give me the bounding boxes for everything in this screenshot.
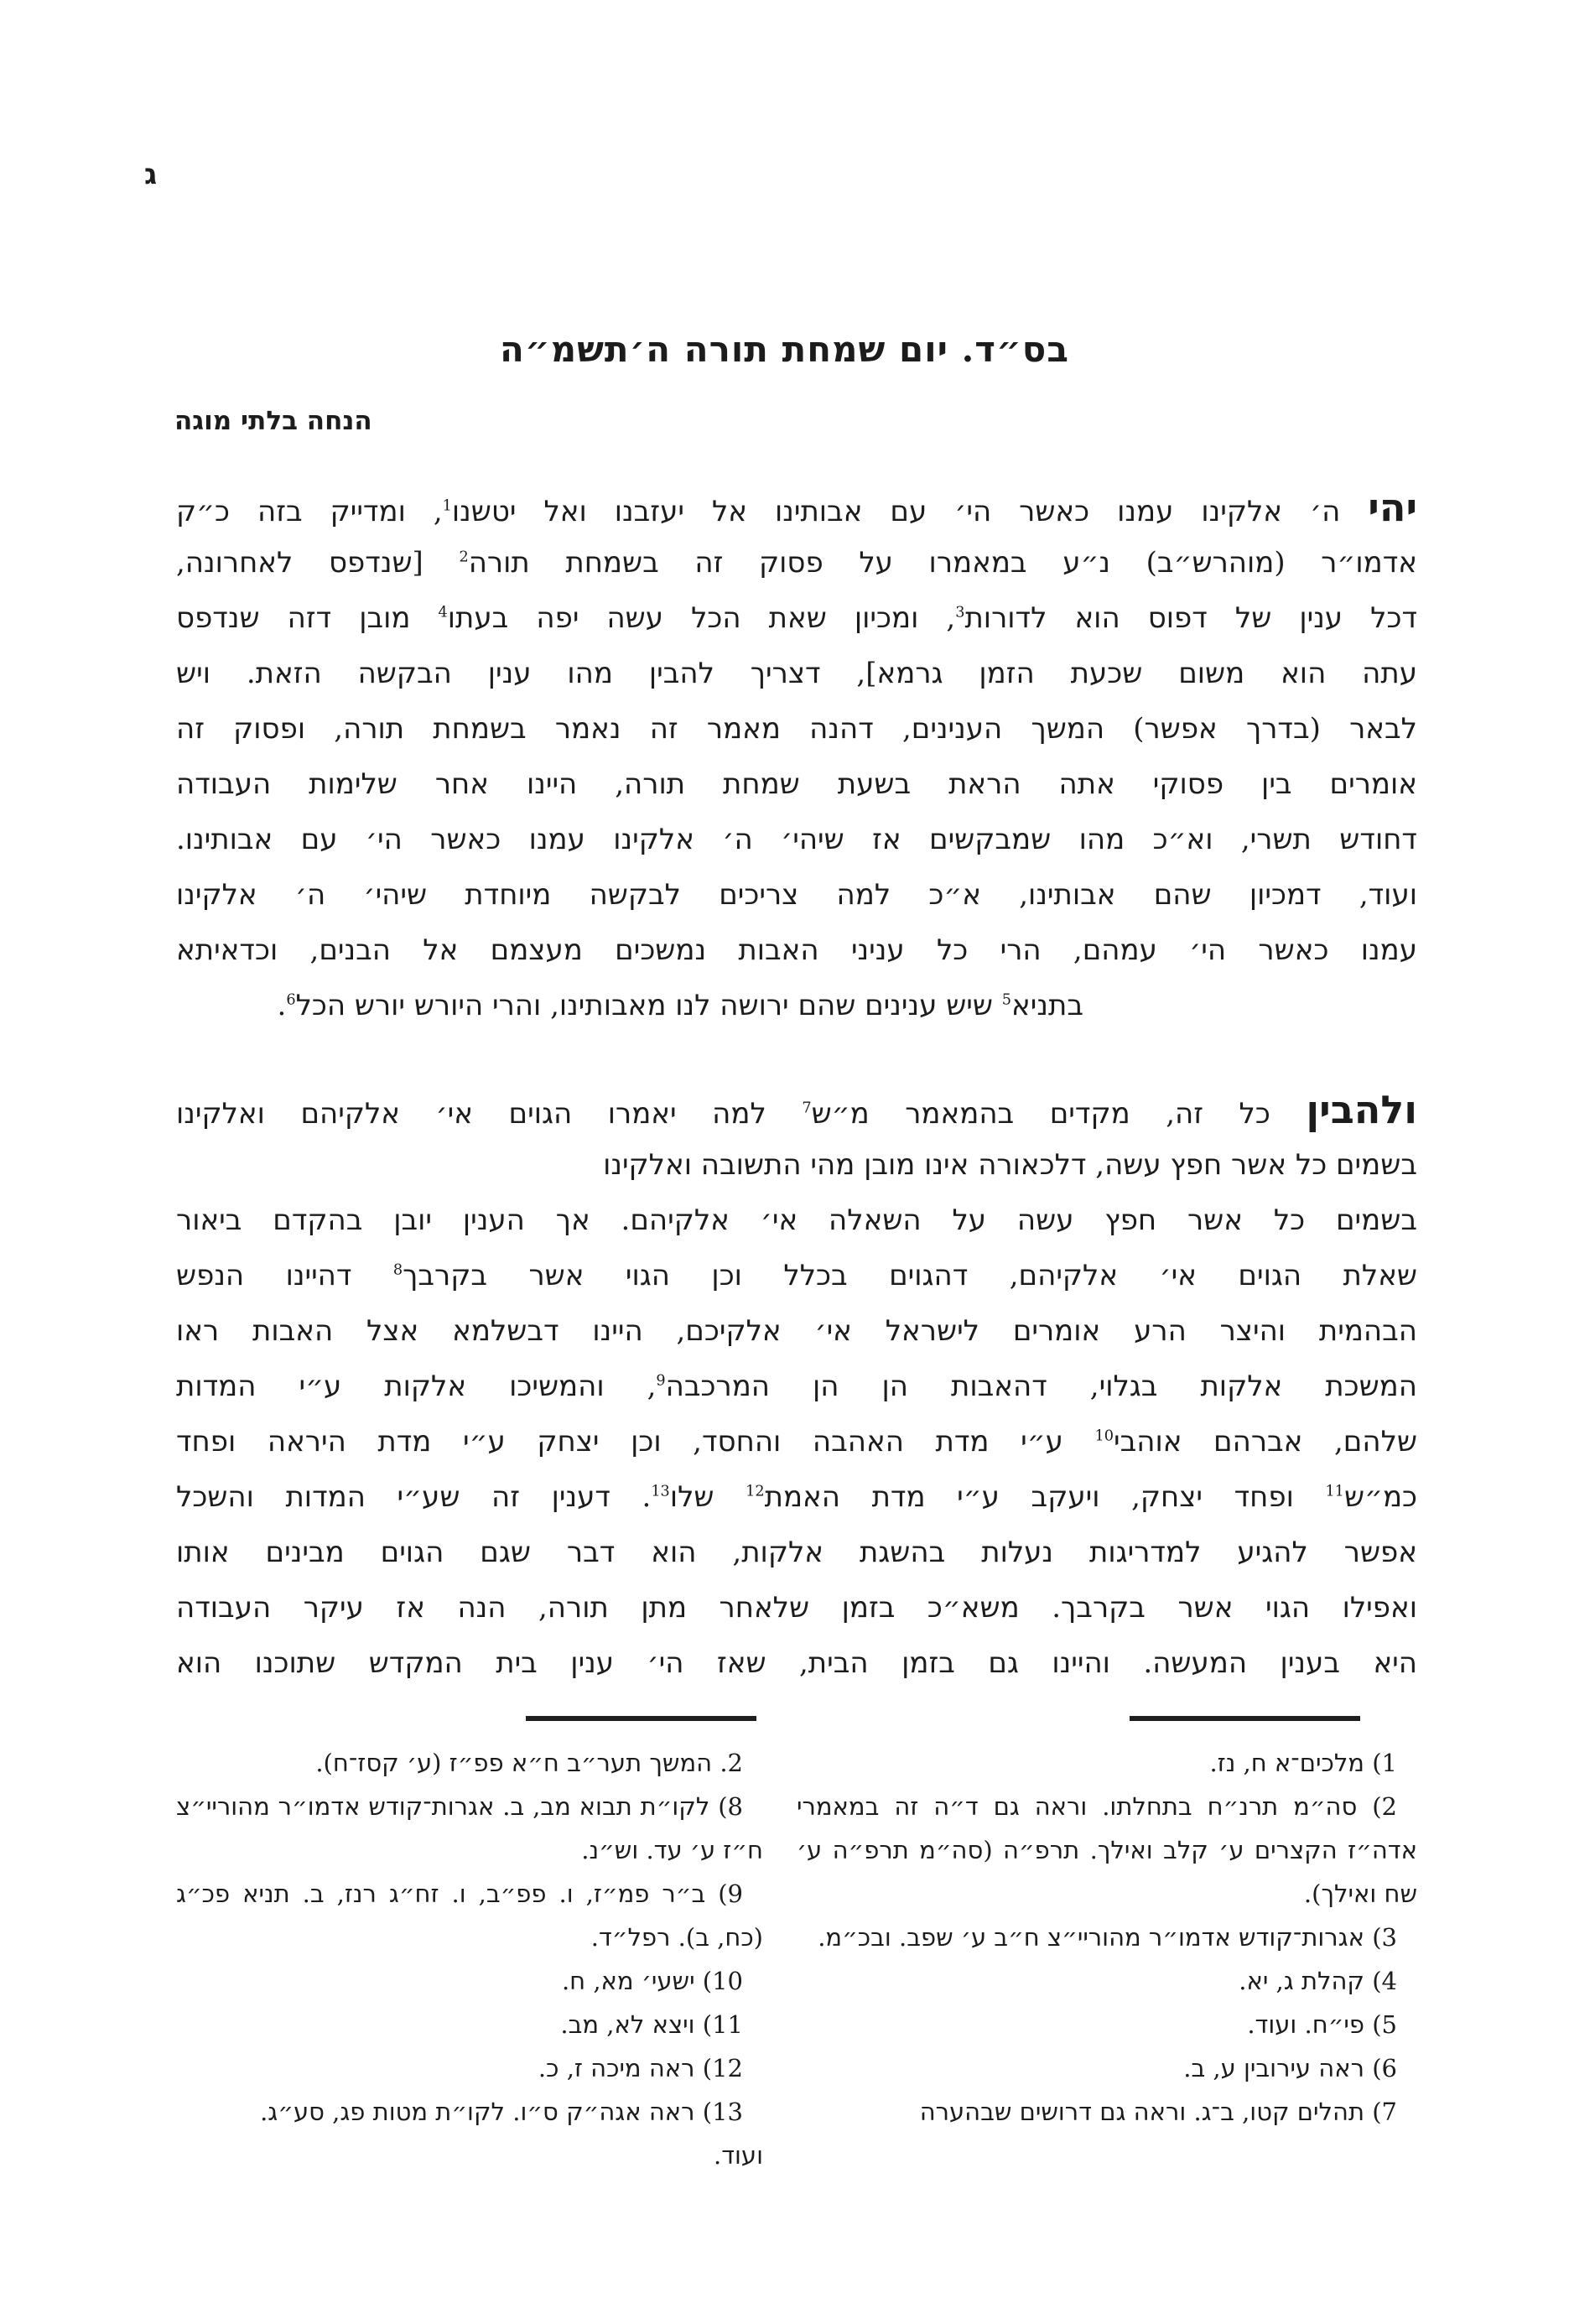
footnote-item: 10) ישעי׳ מא, ח. <box>561 1967 743 1995</box>
body-line: ולהבין כל זה, מקדים בהמאמר מ״ש$^7$ למה יאמרו הגוים אי׳ אלקיהם ואלקינו <box>176 1087 1417 1132</box>
footnote-reference-mark: 9 <box>656 1372 666 1390</box>
footnote-item: 5) פי״ח. ועוד. <box>1247 2010 1397 2039</box>
body-line: המשכת אלקות בגלוי, דהאבות הן הן המרכבה$^9$, והמשיכו אלקות ע״י המדות <box>176 1370 1417 1403</box>
body-line: דחודש תשרי, וא״כ מהו שמבקשים אז שיהי׳ ה׳ אלקינו עמנו כאשר הי׳ עם אבותינו. <box>176 823 1417 856</box>
paragraph-opening-word: יהי <box>1368 485 1417 530</box>
footnote-item: 2. המשך תער״ב ח״א פפ״ז (ע׳ קסז־ח). <box>315 1749 743 1777</box>
footnotes-column-left <box>176 1716 763 2177</box>
footnote-item: 12) ראה מיכה ז, כ. <box>538 2054 743 2082</box>
body-line: אדמו״ר (מוהרש״ב) נ״ע במאמרו על פסוק זה בשמחת תורה$^2$ [שנדפס לאחרונה, <box>176 546 1417 580</box>
footnote-reference-mark: 8 <box>392 1261 403 1279</box>
footnote-reference-mark: 1 <box>442 497 452 515</box>
para-yehi <box>176 480 1417 1033</box>
body-line: אומרים בין פסוקי אתה הראת בשעת שמחת תורה, היינו אחר שלימות העבודה <box>176 767 1417 801</box>
body-line: שאלת הגוים אי׳ אלקיהם, דהגוים בכלל וכן הגוי אשר בקרבך$^8$ דהיינו הנפש <box>176 1259 1418 1292</box>
body-line: דכל ענין של דפוס הוא לדורות$^3$, ומכיון שאת הכל עשה יפה בעתו$^4$ מובן דזה שנדפס <box>176 601 1418 635</box>
body-line: לבאר (בדרך אפשר) המשך הענינים, דהנה מאמר זה נאמר בשמחת תורה, ופסוק זה <box>176 712 1417 746</box>
page-number-letter: ג <box>144 158 158 191</box>
footnote-reference-mark: 11 <box>1325 1483 1344 1500</box>
footnote-reference-mark: 12 <box>746 1483 765 1500</box>
footnote-item: 6) ראה עירובין ע, ב. <box>1183 2054 1397 2082</box>
body-line: כמ״ש$^{11}$ ופחד יצחק, ויעקב ע״י מדת האמת$^{12}$ שלו$^{13}$. דענין זה שע״י המדות והשכל <box>176 1480 1418 1514</box>
footnote-item: 7) תהלים קטו, ב־ג. וראה גם דרושים שבהערה <box>919 2098 1397 2126</box>
footnote-reference-mark: 13 <box>651 1483 670 1500</box>
footnote-item: 9) ב״ר פמ״ז, ו. פפ״ב, ו. זח״ג רנז, ב. תניא פכ״ג (כח, ב). רפל״ד. <box>176 1879 763 1952</box>
footnote-item: 11) ויצא לא, מב. <box>560 2010 743 2039</box>
footnotes-column-right <box>797 1716 1417 2134</box>
paragraph-opening-word: ולהבין <box>1306 1087 1417 1132</box>
subtitle-unedited-transcript: הנחה בלתי מוגה <box>174 406 372 436</box>
footnote-reference-mark: 10 <box>1094 1427 1114 1445</box>
body-line: הבהמית והיצר הרע אומרים לישראל אי׳ אלקיכם, היינו דבשלמא אצל האבות ראו <box>176 1314 1418 1348</box>
footnote-item: 2) סה״מ תרנ״ח בתחלתו. וראה גם ד״ה זה במאמרי אדה״ז הקצרים ע׳ קלב ואילך. תרפ״ה (סה״מ תרפ״ה ע׳ שח ואילך). <box>797 1792 1417 1908</box>
body-line: היא בענין המעשה. והיינו גם בזמן הבית, שאז הי׳ ענין בית המקדש שתוכנו הוא <box>176 1646 1417 1680</box>
footnote-item: 13) ראה אגה״ק ס״ו. לקו״ת מטות פג, סע״ג. <box>260 2098 743 2126</box>
body-line: שלהם, אברהם אוהבי$^{10}$ ע״י מדת האהבה והחסד, וכן יצחק ע״י מדת היראה ופחד <box>176 1425 1417 1458</box>
body-line: בשמים כל אשר חפץ עשה על השאלה אי׳ אלקיהם. אך הענין יובן בהקדם ביאור <box>176 1204 1417 1237</box>
page-title: בס״ד. יום שמחת תורה ה׳תשמ״ה <box>500 329 1069 370</box>
footnote-item: 1) מלכים־א ח, נז. <box>1209 1749 1397 1777</box>
footnote-reference-mark: 4 <box>438 604 448 621</box>
footnote-separator-rule <box>526 1716 756 1721</box>
footnote-separator-rule <box>1130 1716 1360 1721</box>
body-line: עמנו כאשר הי׳ עמהם, הרי כל עניני האבות נמשכים מעצמם אל הבנים, וכדאיתא <box>176 933 1417 967</box>
footnote-reference-mark: 2 <box>459 549 469 566</box>
footnote-reference-mark: 3 <box>955 604 965 621</box>
body-line: בשמים כל אשר חפץ עשה, דלכאורה אינו מובן מהי התשובה ואלקינו <box>603 1148 1417 1182</box>
body-line: בתניא$^5$ שיש ענינים שהם ירושה לנו מאבותינו, והרי היורש יורש הכל$^6$. <box>277 989 1083 1022</box>
footnote-reference-mark: 6 <box>286 991 296 1009</box>
para-ulehavin <box>176 1082 1417 1691</box>
footnote-reference-mark: 7 <box>802 1100 812 1117</box>
footnote-reference-mark: 5 <box>1001 991 1012 1009</box>
body-line: ואפילו הגוי אשר בקרבך. משא״כ בזמן שלאחר מתן תורה, הנה אז עיקר העבודה <box>176 1591 1417 1625</box>
body-line: עתה הוא משום שכעת הזמן גרמא], דצריך להבין מהו ענין הבקשה הזאת. ויש <box>176 657 1417 690</box>
maamar-body-text <box>176 480 1417 1691</box>
body-line: ועוד, דמכיון שהם אבותינו, א״כ למה צריכים לבקשה מיוחדת שיהי׳ ה׳ אלקינו <box>176 878 1417 912</box>
footnote-item: 3) אגרות־קודש אדמו״ר מהוריי״צ ח״ב ע׳ שפב. ובכ״מ. <box>818 1923 1397 1952</box>
body-line: אפשר להגיע למדריגות נעלות בהשגת אלקות, הוא דבר שגם הגוים מבינים אותו <box>176 1536 1417 1569</box>
footnote-item: 8) לקו״ת תבוא מב, ב. אגרות־קודש אדמו״ר מהוריי״צ ח״ז ע׳ עד. וש״נ. <box>176 1792 763 1864</box>
footnote-item: 4) קהלת ג, יא. <box>1239 1967 1397 1995</box>
footnote-continuation-line: ועוד. <box>713 2141 763 2170</box>
body-line: יהי ה׳ אלקינו עמנו כאשר הי׳ עם אבותינו אל יעזבנו ואל יטשנו$^1$, ומדייק בזה כ״ק <box>176 485 1417 530</box>
